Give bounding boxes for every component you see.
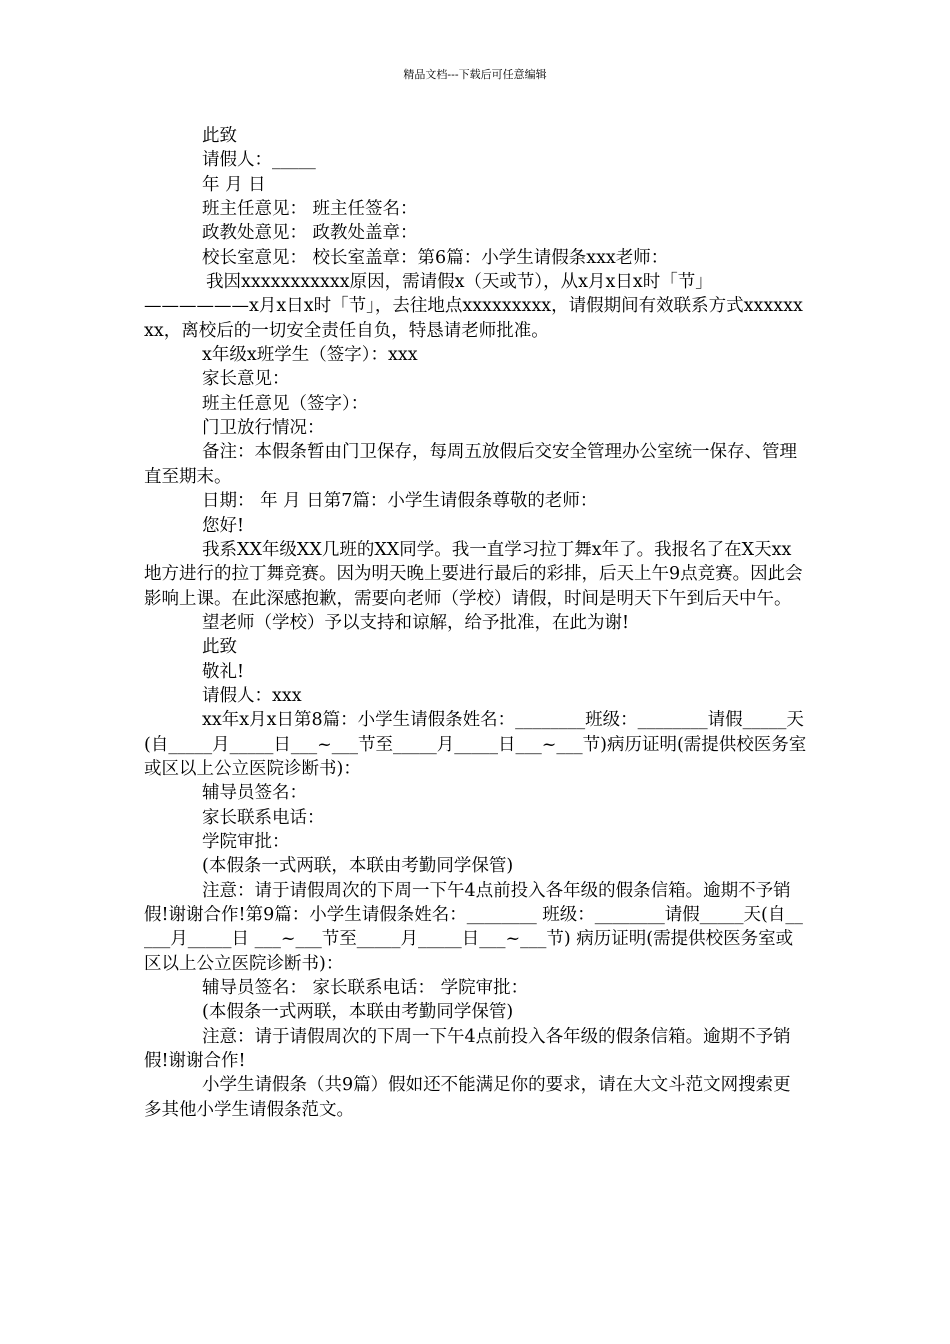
text-line: 您好!: [202, 515, 245, 536]
text-line: x年级x班学生（签字）：xxx: [202, 345, 418, 366]
text-line: 年 月 日: [202, 174, 266, 195]
text-line: 校长室意见： 校长室盖章：第6篇：小学生请假条xxx老师：: [202, 247, 669, 268]
text-line: 望老师（学校）予以支持和谅解，给予批准，在此为谢!: [202, 612, 630, 633]
text-line: 家长联系电话：: [202, 807, 325, 828]
text-line: 请假人：xxx: [202, 685, 302, 706]
paragraph: xx年x月x日第8篇：小学生请假条姓名：________班级：________请假_____天(自_____月_____日___~___节至_____月_____日___~___节)病历证明(需提供校医务室或区以上公立医院诊断书)：: [144, 710, 807, 779]
text-line: 此致: [202, 126, 237, 146]
paragraph: 注意：请于请假周次的下周一下午4点前投入各年级的假条信箱。逾期不予销假!谢谢合作!: [144, 1026, 791, 1072]
text-line: 辅导员签名：: [202, 783, 307, 804]
text-line: 政教处意见： 政教处盖章：: [202, 223, 418, 244]
text-line: 此致: [202, 637, 237, 658]
text-line: (本假条一式两联，本联由考勤同学保管): [202, 856, 514, 877]
text-line: 请假人：_____: [202, 150, 316, 171]
paragraph: 小学生请假条（共9篇）假如还不能满足你的要求，请在大文斗范文网搜索更多其他小学生请假条范文。: [144, 1075, 791, 1120]
paragraph: 注意：请于请假周次的下周一下午4点前投入各年级的假条信箱。逾期不予销假!谢谢合作!第9篇：小学生请假条姓名：________ 班级：________请假_____天(自_____月_____日 ___~___节至_____月_____日___~___节) 病历证明(需提供校医务室或区以上公立医院诊断书)：: [144, 880, 803, 974]
page-header: 精品文档---下载后可任意编辑: [403, 68, 547, 81]
text-line: 敬礼!: [202, 661, 245, 682]
text-line: 门卫放行情况：: [202, 418, 325, 439]
text-line: 班主任意见（签字）：: [202, 393, 369, 414]
paragraph: 备注：本假条暂由门卫保存，每周五放假后交安全管理办公室统一保存、管理直至期末。: [144, 442, 797, 487]
document-body: [144, 124, 808, 1122]
text-line: (本假条一式两联，本联由考勤同学保管): [202, 1002, 514, 1023]
paragraph: 我系XX年级XX几班的XX同学。我一直学习拉丁舞x年了。我报名了在X天xx地方进行的拉丁舞竞赛。因为明天晚上要进行最后的彩排，后天上午9点竞赛。因此会影响上课。在此深感抱歉，需要向老师（学校）请假，时间是明天下午到后天中午。: [144, 539, 803, 609]
text-line: 班主任意见： 班主任签名：: [202, 199, 418, 220]
text-line: 辅导员签名： 家长联系电话： 学院审批：: [202, 978, 529, 999]
paragraph: 我因xxxxxxxxxxx原因，需请假x（天或节），从x月x日x时「节」——————x月x日x时「节」，去往地点xxxxxxxxx，请假期间有效联系方式xxxxxxxx，离校后的一切安全责任自负，特恳请老师批准。: [144, 272, 803, 341]
text-line: 学院审批：: [202, 831, 290, 852]
text-line: 日期： 年 月 日第7篇：小学生请假条尊敬的老师：: [202, 491, 598, 512]
text-line: 家长意见：: [202, 369, 290, 390]
